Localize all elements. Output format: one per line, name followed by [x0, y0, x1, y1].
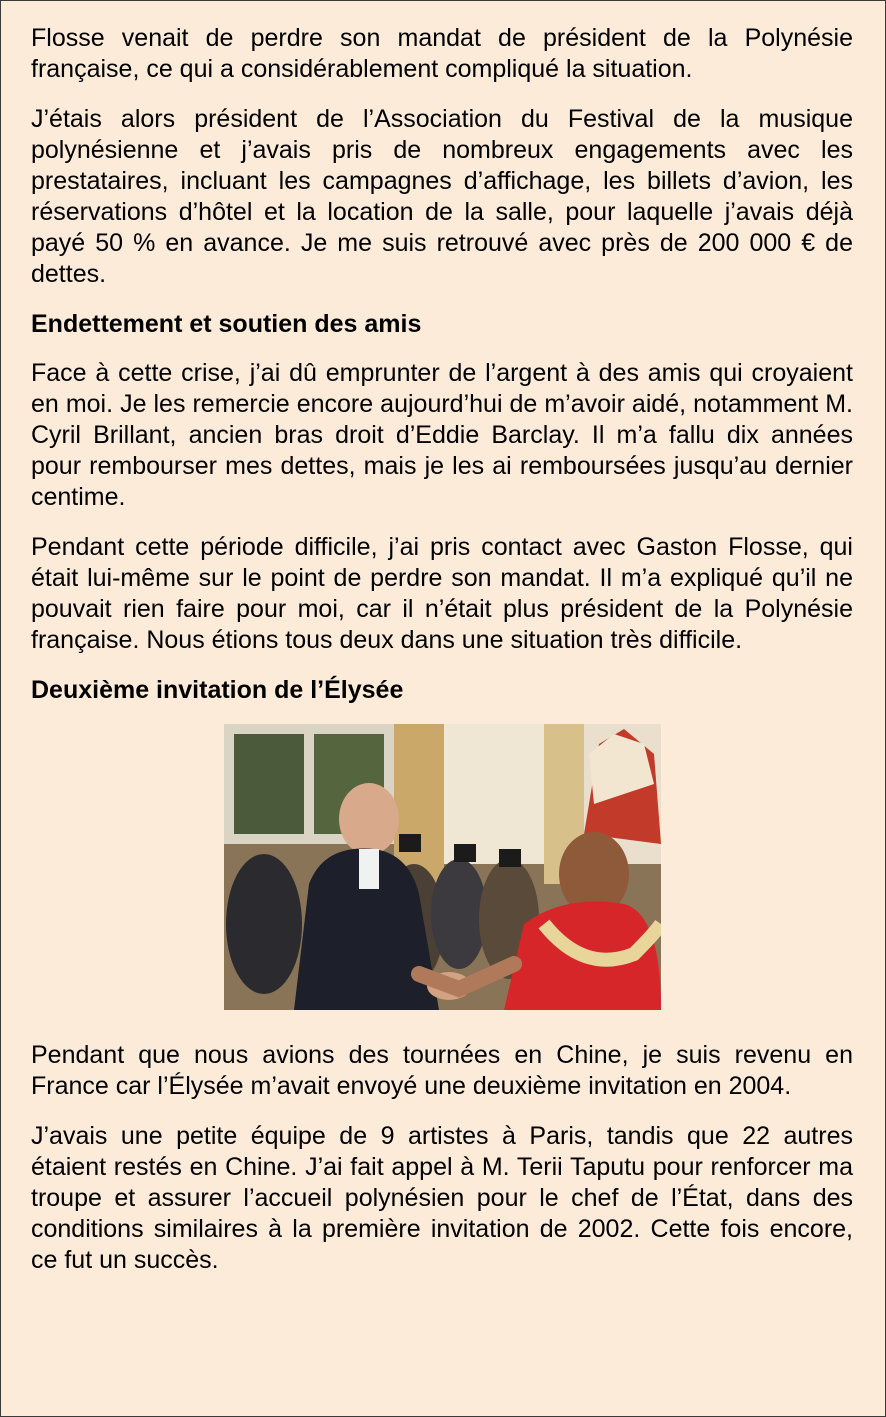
- heading-second-invitation: Deuxième invitation de l’Élysée: [31, 676, 404, 704]
- paragraph-festival-debts: J’étais alors président de l’Association du Festival de la musique polynésienne et j’avais pris de nombreux engagements avec les prestataires, incluant les campagnes d’affichage, les billets d’avion, les réservations d’hôtel et la location de la salle, pour laquelle j’avais déjà payé 50 % en avance. Je me suis retrouvé avec près de 200 000 € de dettes.: [31, 105, 853, 288]
- photo-illustration: [224, 724, 661, 1010]
- paragraph-flosse-mandate: Flosse venait de perdre son mandat de président de la Polynésie française, ce qui a considérablement compliqué la situation.: [31, 24, 853, 83]
- paragraph-contact-flosse: Pendant cette période difficile, j’ai pris contact avec Gaston Flosse, qui était lui-même sur le point de perdre son mandat. Il m’a expliqué qu’il ne pouvait rien faire pour moi, car il n’était plus président de la Polynésie française. Nous étions tous deux dans une situation très difficile.: [31, 533, 853, 654]
- paragraph-china-tour: Pendant que nous avions des tournées en Chine, je suis revenu en France car l’Élysée m’avait envoyé une deuxième invitation en 2004.: [31, 1041, 853, 1100]
- elysee-handshake-photo: [224, 724, 661, 1010]
- paragraph-small-team: J’avais une petite équipe de 9 artistes à Paris, tandis que 22 autres étaient restés en Chine. J’ai fait appel à M. Terii Taputu pour renforcer ma troupe et assurer l’accueil polynésien pour le chef de l’État, dans des conditions similaires à la première invitation de 2002. Cette fois encore, ce fut un succès.: [31, 1122, 853, 1274]
- heading-debt-support: Endettement et soutien des amis: [31, 310, 422, 338]
- paragraph-borrowing-friends: Face à cette crise, j’ai dû emprunter de l’argent à des amis qui croyaient en moi. Je les remercie encore aujourd’hui de m’avoir aidé, notamment M. Cyril Brillant, ancien bras droit d’Eddie Barclay. Il m’a fallu dix années pour rembourser mes dettes, mais je les ai remboursées jusqu’au dernier centime.: [31, 359, 853, 511]
- photo-container: [31, 724, 853, 1010]
